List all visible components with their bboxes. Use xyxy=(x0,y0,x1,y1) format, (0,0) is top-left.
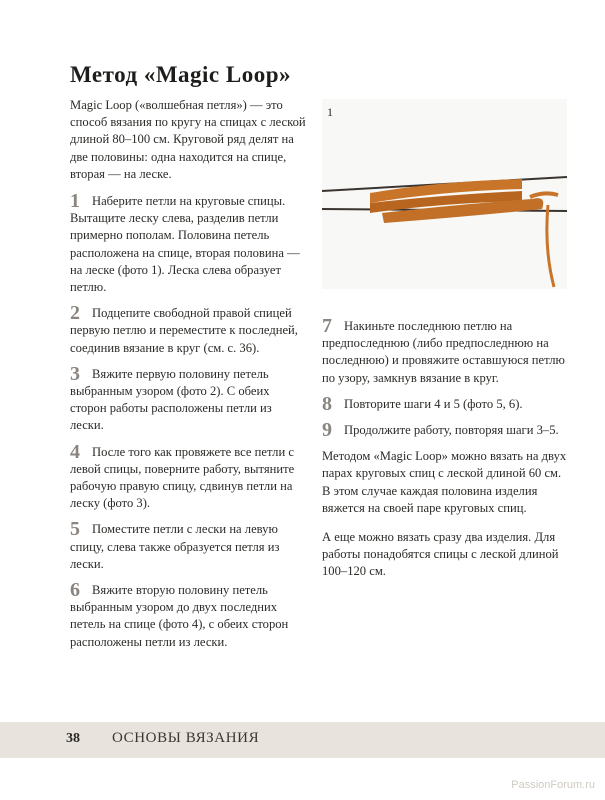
step-4 xyxy=(70,440,306,513)
step-text: Продолжите работу, повторяя шаги 3–5. xyxy=(344,423,559,438)
step-number: 3 xyxy=(70,362,80,385)
left-column xyxy=(70,97,306,660)
page-footer xyxy=(0,722,605,758)
step-number: 6 xyxy=(70,579,80,602)
step-number: 8 xyxy=(322,392,332,415)
step-text: Подцепите свободной правой спицей первую петлю и переместите к последней, соединив вязание в круг (см. с. 36). xyxy=(70,306,298,355)
step-number: 4 xyxy=(70,440,80,463)
step-text: Поместите петли с лески на левую спицу, слева также образуется петля из лески. xyxy=(70,522,280,571)
step-number: 2 xyxy=(70,302,80,325)
photo-1 xyxy=(322,99,567,289)
step-1 xyxy=(70,190,306,296)
step-text: Накиньте последнюю петлю на предпоследнюю (либо предпоследнюю на последнюю) и провяжите оставшуюся петлю по узору, замкнув вязание в круг. xyxy=(322,319,565,385)
step-text: После того как провяжете все петли с левой спицы, поверните работу, вытяните рабочую правую спицу, сдвинув петли на леску (фото 3). xyxy=(70,444,295,511)
step-7 xyxy=(322,315,568,387)
note-paragraph: А еще можно вязать сразу два изделия. Для работы понадобятся спицы с леской длиной 100–120 см. xyxy=(322,530,559,579)
step-6 xyxy=(70,579,306,651)
section-title: ОСНОВЫ ВЯЗАНИЯ xyxy=(112,730,260,746)
note-paragraph: Методом «Magic Loop» можно вязать на двух парах круговых спиц с леской длиной 60 см. В этом случае каждая половина изделия вяжется на своей паре круговых спиц. xyxy=(322,449,567,515)
yarn-tail xyxy=(530,193,558,197)
step-text: Наберите петли на круговые спицы. Вытащите леску слева, разделив петли примерно пополам. Половина петель расположена на спице, вторая половина — на леске (фото 1). Леска слева образует петлю. xyxy=(70,194,300,295)
step-text: Вяжите первую половину петель выбранным узором (фото 2). С обеих сторон работы расположены петли из лески. xyxy=(70,366,272,433)
step-2 xyxy=(70,302,306,357)
step-text: Вяжите вторую половину петель выбранным узором до двух последних петель на спице (фото 4), с обеих сторон расположены петли из лески. xyxy=(70,583,289,649)
page-number: 38 xyxy=(66,731,80,746)
step-number: 7 xyxy=(322,315,332,337)
step-number: 1 xyxy=(70,190,80,213)
step-9 xyxy=(322,419,568,442)
page-title: Метод «Magic Loop» xyxy=(70,62,292,87)
step-number: 9 xyxy=(322,419,332,442)
step-number: 5 xyxy=(70,518,80,541)
intro-paragraph: Magic Loop («волшебная петля») — это способ вязания по кругу на спицах с леской длиной 80–100 см. Круговой ряд делят на две половины: одна находится на спице, вторая — на леске. xyxy=(70,98,306,181)
knitting-photo xyxy=(322,99,567,289)
yarn-strand xyxy=(547,205,554,287)
step-5 xyxy=(70,518,306,573)
step-text: Повторите шаги 4 и 5 (фото 5, 6). xyxy=(344,396,523,411)
step-8 xyxy=(322,392,568,415)
right-column xyxy=(322,315,568,593)
step-3 xyxy=(70,362,306,435)
watermark: PassionForum.ru xyxy=(511,779,595,791)
photo-label: 1 xyxy=(327,105,333,119)
